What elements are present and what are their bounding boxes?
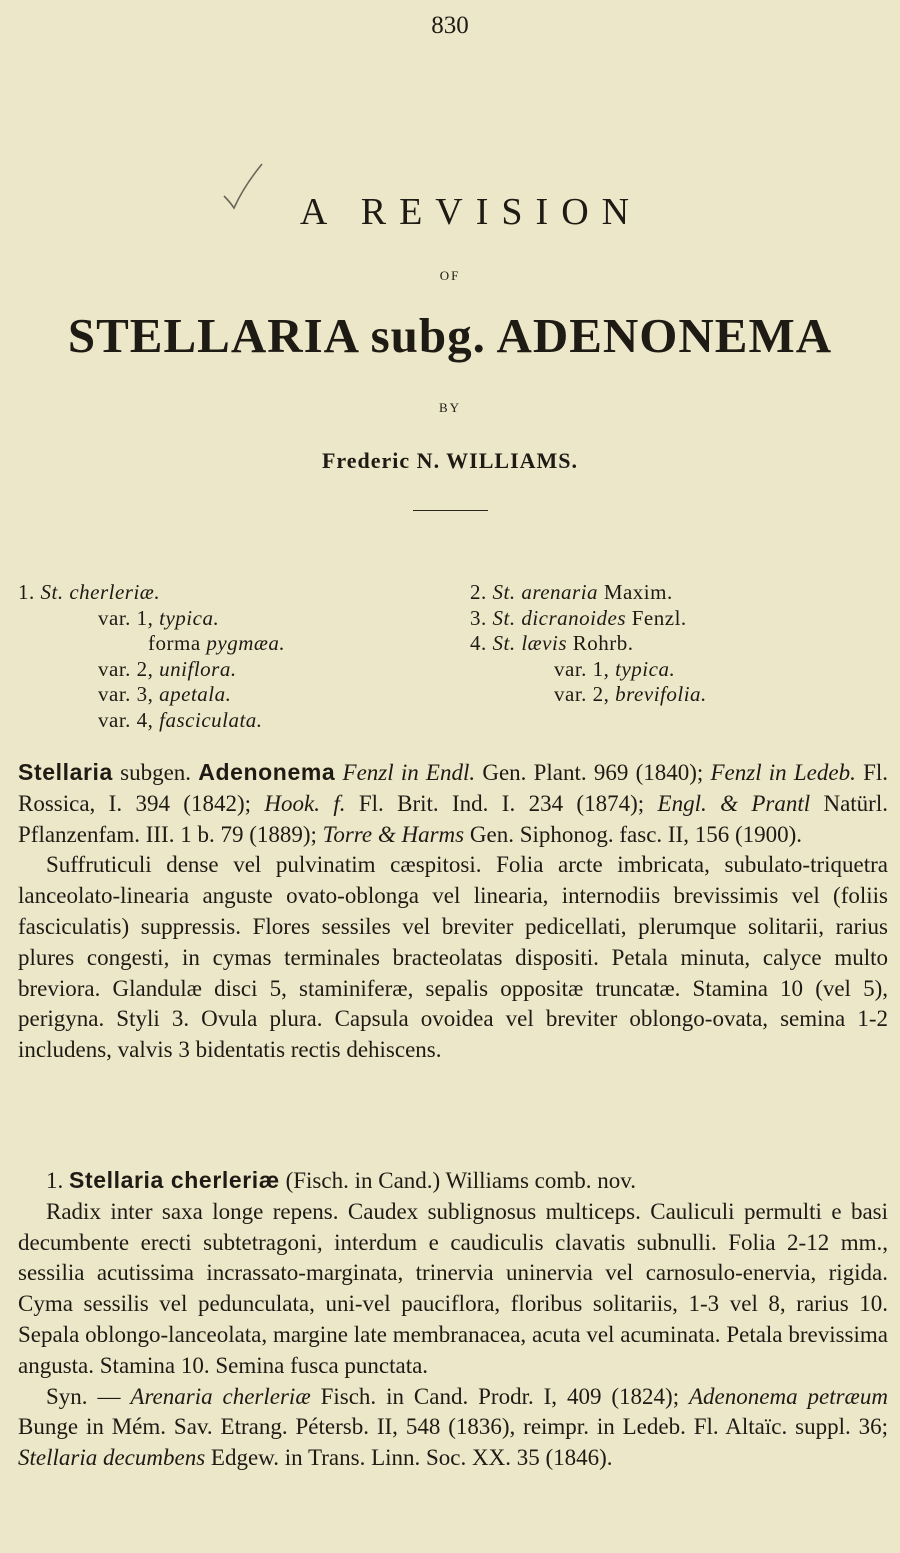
author-name: Frederic N. WILLIAMS.: [321, 448, 579, 473]
toc-entry: var. 3, apetala.: [98, 682, 232, 706]
subgenus-citation: Stellaria subgen. Adenonema Fenzl in Endl. Gen. Plant. 969 (1840); Fenzl in Ledeb. Fl. Rossica, I. 394 (1842); Hook. f. Fl. Brit. Ind. I. 234 (1874); Engl. & Prantl Natürl. Pflanzenfam. III. 1 b. 79 (1889); Torre & Harms Gen. Siphonog. fasc. II, 156 (1900).: [18, 759, 889, 847]
toc-entry: forma pygmæa.: [148, 631, 286, 655]
species-synonymy: Syn. — Arenaria cherleriæ Fisch. in Cand. Prodr. I, 409 (1824); Adenonema petræum Bunge in Mém. Sav. Etrang. Pétersb. II, 548 (1836), reimpr. in Ledeb. Fl. Altaïc. suppl. 36; Stellaria decumbens Edgew. in Trans. Linn. Soc. XX. 35 (1846).: [18, 1383, 888, 1471]
species-section: [18, 1165, 888, 1474]
title-line-revision: A REVISION: [299, 191, 643, 233]
main-title: STELLARIA subg. ADENONEMA: [67, 308, 833, 363]
species-heading: 1. Stellaria cherleriæ (Fisch. in Cand.) Williams comb. nov.: [46, 1167, 637, 1193]
toc-right-column: [470, 580, 707, 708]
title-line-of: OF: [439, 268, 461, 283]
toc-entry: 2. St. arenaria Maxim.: [470, 580, 673, 604]
title-divider: [413, 510, 488, 511]
toc-entry: 3. St. dicranoides Fenzl.: [470, 605, 687, 630]
toc-entry: var. 1, typica.: [98, 605, 220, 630]
toc-entry: var. 4, fasciculata.: [98, 707, 263, 732]
title-line-by: BY: [438, 400, 462, 415]
toc-entry: 4. St. lævis Rohrb.: [470, 631, 634, 655]
subgenus-section: [18, 757, 888, 1066]
subgenus-description: Suffruticuli dense vel pulvinatim cæspitosi. Folia arcte imbricata, subulato-triquetra lanceolato-linearia anguste ovato-oblonga vel linearia, internodiis brevissimis vel (foliis fasciculatis) suppressis. Flores sessiles vel breviter pedicellati, plerumque solitarii, rarius plures congesti, in cymas terminales bracteolatas dispositi. Petala minuta, calyce multo breviora. Glandulæ disci 5, staminiferæ, sepalis oppositæ truncatæ. Stamina 10 (vel 5), perigyna. Styli 3. Ovula plura. Capsula ovoidea vel breviter oblongo-ovata, semina 1-2 includens, valvis 3 bidentatis rectis dehiscens.: [18, 852, 888, 1063]
toc-entry: var. 2, brevifolia.: [554, 682, 707, 706]
toc-left-column: [18, 580, 285, 733]
toc-entry: var. 2, uniflora.: [98, 656, 237, 681]
toc-entry: var. 1, typica.: [554, 656, 676, 681]
page-number: 830: [431, 12, 469, 39]
species-description: Radix inter saxa longe repens. Caudex sublignosus multiceps. Cauliculi permulti e basi decumbente erecti subtetragoni, interdum e caudiculis clavatis subnulli. Folia 2-12 mm., sessilia acutissima incrassato-marginata, trinervia uninervia vel carnosulo-enervia, rigida. Cyma sessilis vel pedunculata, uni-vel pauciflora, floribus solitariis, 1-3 vel 8, rarius 10. Sepala oblongo-lanceolata, margine late membranacea, acuta vel acuminata. Petala brevissima angusta. Stamina 10. Semina fusca punctata.: [18, 1198, 888, 1378]
toc-entry: 1. St. cherleriæ.: [18, 580, 161, 604]
